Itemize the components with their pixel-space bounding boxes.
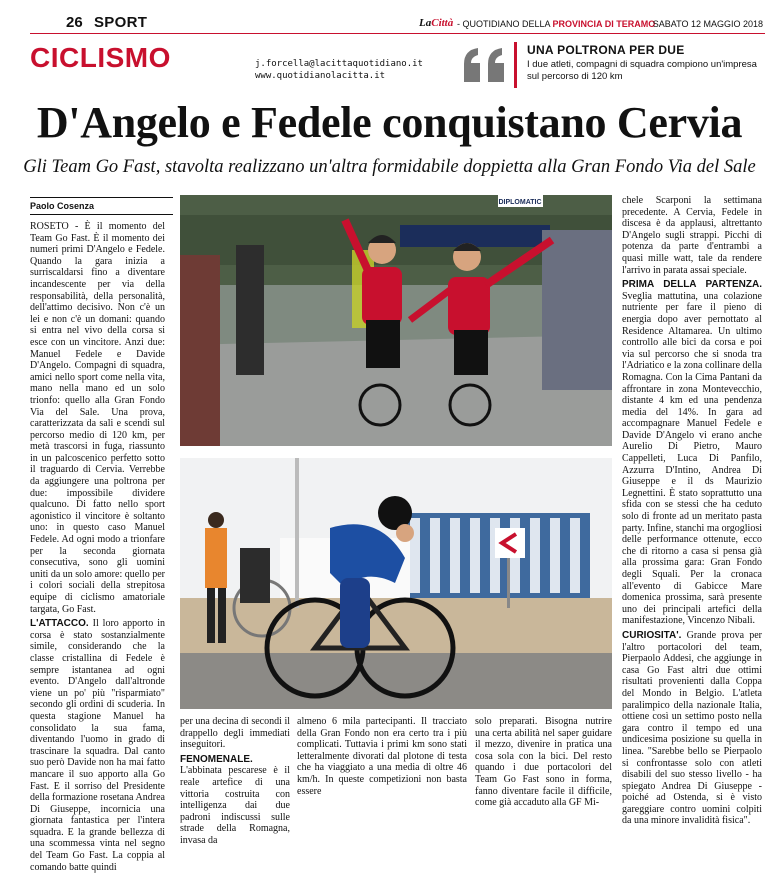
- headline: D'Angelo e Fedele conquistano Cervia: [36, 98, 743, 147]
- article-column-1: [30, 221, 165, 876]
- article-column-4: [475, 716, 612, 812]
- paragraph: CURIOSITA'. Grande prova per l'altro portacolori del team, Pierpaolo Addesi, che aggiunge in casa Go Fast altri due ottimi risultati provenienti dalla Coppa del Mondo in Belgio. L'atleta paralimpico della nazionale Italia, ottiene così un settimo posto nella gara contro il tempo ed una undicesima posizione su quella in linea. "Sarebbe bello se Pierpaolo si confrontasse solo con atleti disabili del suo stesso livello - ha spiegato Andrea Di Giuseppe - poiché ad Ostenda, si è visto gareggiare contro uomini colpiti da una minore invalidità fisica".: [622, 629, 762, 827]
- paragraph: almeno 6 mila partecipanti. Il tracciato della Gran Fondo non era certo tra i più complicati. Tuttavia i primi km sono stati letteralmente divorati dal plotone di testa che ha viaggiato a una media di oltre 46 km/h. In queste competizioni non basta essere: [297, 716, 467, 797]
- paragraph: L'ATTACCO. Il loro apporto in corsa è stato sostanzialmente simile, considerando che la classe cristallina di Fedele è sempre istantanea ad ogni evento. D'Angelo dall'altronde viene un po' più "risparmiato" secondo gli ordini di scuderia. In questa stagione Manuel ha consolidato la sua fama, diventando l'uomo in grado di trascinare la squadra. Dal canto suo però Davide non ha mai fatto mancare il suo apporto alla Go Fast. E il sorriso del Presidente della formazione rosetana Andrea Di Giuseppe, incornicia una giornata fantastica per l'intera squadra. E la grande bellezza di una scommessa vinta nel segno del Team Go Fast. La coppia al comando batte quindi: [30, 618, 166, 873]
- newspaper-logo: LaCittà: [419, 17, 454, 29]
- paragraph: solo preparati. Bisogna nutrire una certa abilità nel saper guidare il mezzo, divenire in pratica una cosa sola con la bici. Del resto quando i due portacolori del Team Go Fast sono in forma, fanno diventare facile il difficile, come già accaduto alla GF Mi-: [475, 716, 612, 809]
- page-header: [0, 0, 779, 38]
- paragraph-keyword: CURIOSITA'.: [622, 629, 682, 641]
- contact-info: [255, 58, 423, 82]
- photo-sign-text: DIPLOMATIC: [498, 199, 542, 206]
- contact-email[interactable]: j.forcella@lacittaquotidiano.it: [255, 59, 423, 69]
- photo-finish-line: [180, 195, 612, 446]
- article-column-5: [622, 195, 762, 830]
- quote-icon: [462, 48, 508, 82]
- issue-date: SABATO 12 MAGGIO 2018: [652, 19, 763, 29]
- author-byline: Paolo Cosenza: [30, 201, 95, 211]
- teaser-bar: [514, 42, 517, 88]
- category-title: CICLISMO: [30, 42, 171, 73]
- subheadline: Gli Team Go Fast, stavolta realizzano un'altra formidabile doppietta alla Gran Fondo Via del Sale: [23, 157, 756, 177]
- teaser-text: I due atleti, compagni di squadra compiono un'impresa sul percorso di 120 km: [527, 59, 757, 82]
- paragraph-keyword: L'ATTACCO.: [30, 618, 89, 630]
- header-divider: [30, 33, 765, 34]
- photo-time-trial: [180, 458, 612, 709]
- paragraph-keyword: PRIMA DELLA PARTENZA.: [622, 279, 762, 291]
- paragraph: PRIMA DELLA PARTENZA. Sveglia mattutina, una colazione nutriente per fare il pieno di energia dopo aver pernottato al Residence Altamarea. Un ultimo controllo alle bici da corsa e poi via sul percorso che si snoda tra l'Adriatico e la zona collinare della Romagna. Con la Cima Pantani da affrontare in zona Montevecchio, distante 4 km ed una pendenza media del 14%. In gara ad accompagnare Manuel Fedele e Davide D'Angelo vi erano anche Aurelio Di Pietro, Mauro Cappelleti, Luca Di Panfilo, Azzurra D'Intino, Andrea Di Giuseppe e il ds Maurizio Legnettini. È stato soprattutto una sfida con se stessi che ha ceduto solo di fronte ad un meritato pasta party. Infine, stanchi ma orgogliosi delle performance ottenute, ecco che di ritorno a casa si pensa già alla prossima gara: Gran Fondo degli Squali. Per la cronaca all'evento di Gabicce Mare domenica prossima, sarà presente uno dei principali artefici della manifestazione, Vincenzo Nibali.: [622, 279, 762, 627]
- paragraph: per una decina di secondi il drappello degli immediati inseguitori.: [180, 716, 290, 751]
- paragraph-keyword: FENOMENALE.: [180, 753, 253, 765]
- author-rule-bottom: [30, 214, 173, 215]
- paragraph: FENOMENALE. L'abbinata pescarese è il reale artefice di una vittoria costruita con intelligenza dai due padroni indiscussi sulle strade della Romagna, invasa da: [180, 753, 290, 846]
- author-rule-top: [30, 197, 173, 198]
- page-number: 26: [66, 14, 83, 31]
- teaser-box: [527, 43, 767, 83]
- paragraph: chele Scarponi la settimana precedente. A Cervia, Fedele in discesa è da applausi, altrettanto D'Angelo sugli strappi. Picchi di potenza da parte d'entrambi a quasi mille watt, tale da rendere l'arrivo in parata assai speciale.: [622, 195, 762, 276]
- paragraph: ROSETO - È il momento del Team Go Fast. È il momento dei numeri primi D'Angelo e Fedele. Quando la gara inizia a surriscaldarsi fino a diventare incandescente per via della responsabilità, della personalità, dell'attimo decisivo. Non c'è un lei e non c'è un domani: quando si entra nel vivo della corsa si esce con un vincitore. Anzi due: Manuel Fedele e Davide D'Angelo. Compagni di squadra, amici nello sport come nella vita, mano nella mano ed un solo trionfo: quello alla Gran Fondo Via del Sale. Una prova, caratterizzata da sali e scendi sul percorso medio di 120 km, per metà trascorsi in fuga, riassunto in un palcoscenico perfetto sotto il traguardo di Cervia. Verrebbe da aggiungere una poltrona per due: impossibile dividere qualcuno. Di fatto nello sport agonistico il vincitore è soltanto uno: in questo caso Manuel Fedele. Ad ogni modo a trionfare per la seconda giornata consecutiva, sono gli uomini uniti da un solo amore: quello per i colori sociali della strepitosa equipe di ciclismo amatoriale targata, Go Fast.: [30, 221, 165, 615]
- teaser-title: UNA POLTRONA PER DUE: [527, 43, 685, 57]
- article-column-3: [297, 716, 467, 800]
- article-column-2: [180, 716, 290, 850]
- contact-website[interactable]: www.quotidianolacitta.it: [255, 71, 386, 81]
- section-name: SPORT: [94, 14, 148, 31]
- newspaper-tagline: - QUOTIDIANO DELLA PROVINCIA DI TERAMO: [457, 19, 656, 29]
